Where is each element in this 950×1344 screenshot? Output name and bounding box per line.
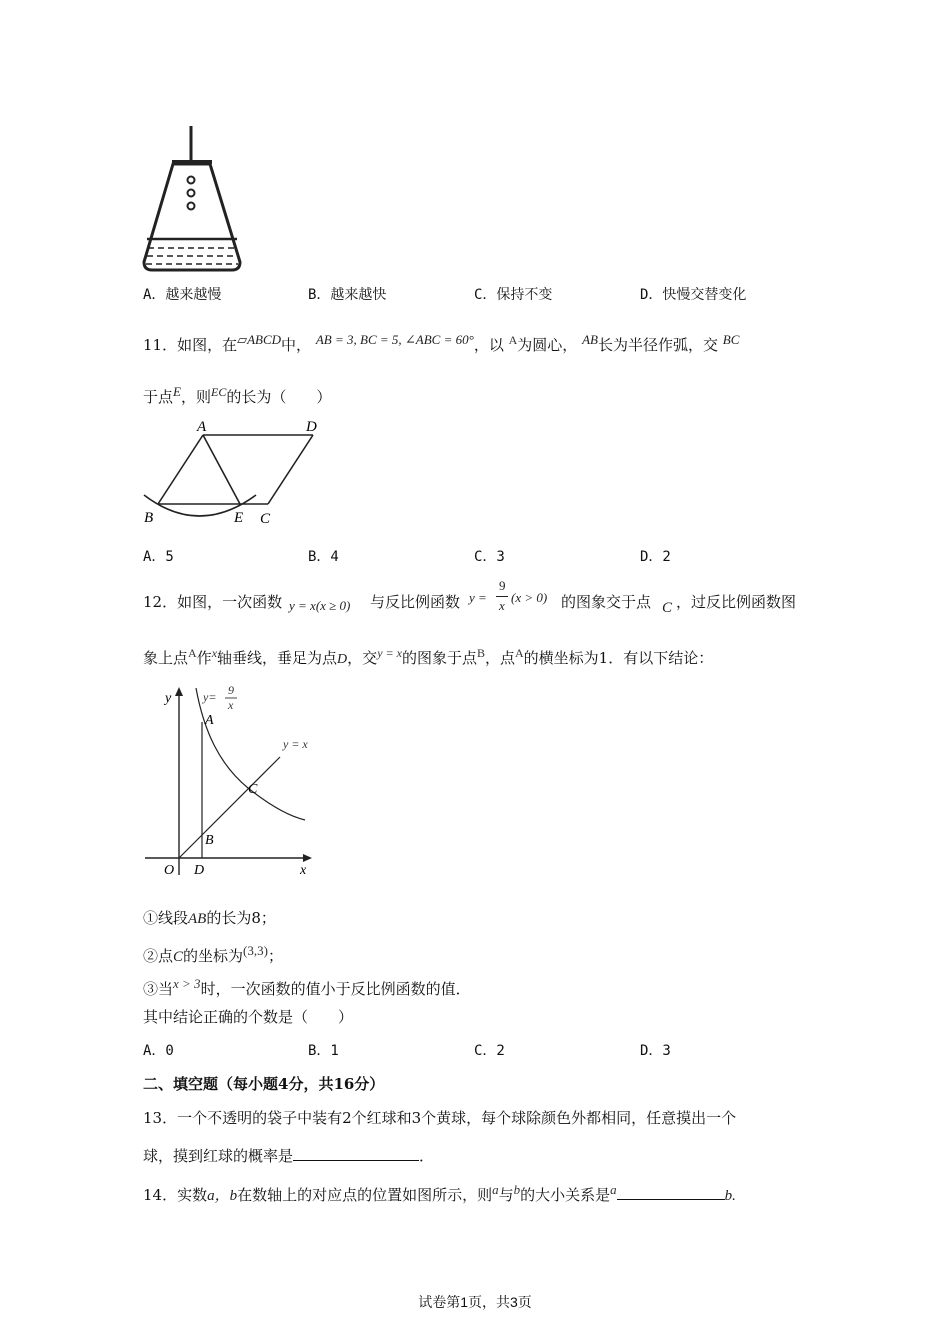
q12-conclusion-3 bbox=[143, 974, 471, 999]
q12-point-d: D bbox=[337, 652, 348, 667]
q11-text: ，以 bbox=[473, 336, 504, 354]
q11-option-a: A．5 bbox=[143, 549, 174, 565]
q13-line2 bbox=[143, 1144, 434, 1166]
q14-vars: a，b bbox=[207, 1188, 238, 1204]
q11-point-e: E bbox=[173, 384, 181, 399]
q14-line bbox=[143, 1180, 736, 1206]
q12-point-a2: A bbox=[514, 646, 524, 660]
q12-text: 的图象于点 bbox=[401, 649, 477, 667]
q12-option-b: B．1 bbox=[308, 1043, 339, 1059]
q14-answer-blank[interactable] bbox=[617, 1183, 725, 1200]
axis-label-x: x bbox=[300, 863, 307, 878]
q12-c2-point: C bbox=[173, 949, 184, 965]
q11-text: 的长为（ ） bbox=[226, 388, 332, 406]
q12-point-a: A bbox=[188, 646, 197, 660]
flask-body bbox=[144, 164, 240, 270]
q11-seg-ec: EC bbox=[210, 385, 227, 399]
label-b: B bbox=[144, 510, 154, 526]
q11-parallelogram: ▱ABCD bbox=[237, 332, 282, 347]
label-a: A bbox=[197, 419, 207, 435]
point-label-b: B bbox=[205, 833, 214, 848]
q11-center: A bbox=[508, 333, 518, 347]
q12-linear-function: y = x(x ≥ 0) bbox=[289, 598, 351, 613]
q11-text: 中， bbox=[281, 336, 312, 354]
q12-line2 bbox=[143, 643, 713, 670]
q12-option-c: C．2 bbox=[474, 1043, 505, 1059]
q11-text: 长为半径作弧，交 bbox=[597, 336, 718, 354]
q14-text: 14．实数 bbox=[143, 1186, 208, 1204]
q12-point-c: C bbox=[662, 600, 673, 616]
curve-inverse bbox=[196, 688, 305, 820]
q12-c2-text: ②点 bbox=[143, 947, 174, 965]
q14-text: 在数轴上的对应点的位置如图所示，则 bbox=[237, 1186, 493, 1204]
q11-option-c: C．3 bbox=[474, 549, 505, 565]
flask-figure bbox=[140, 122, 250, 274]
label-e: E bbox=[234, 510, 244, 526]
q12-c1-seg: AB bbox=[188, 911, 207, 927]
label-c: C bbox=[260, 511, 271, 527]
q12-point-b: B bbox=[476, 646, 485, 660]
y-axis-arrow bbox=[175, 687, 183, 696]
q12-c3-cond: x > 3 bbox=[173, 976, 201, 991]
q12-c2-text: ； bbox=[267, 947, 283, 965]
q11-option-b: B．4 bbox=[308, 549, 339, 565]
q12-axis-x: x bbox=[211, 646, 218, 660]
q11-given: AB = 3, BC = 5, ∠ABC = 60° bbox=[315, 332, 474, 347]
x-axis-arrow bbox=[303, 854, 312, 862]
q11-side: BC bbox=[722, 332, 740, 347]
point-label-a: A bbox=[205, 713, 214, 728]
curve-label-y: y= bbox=[203, 690, 217, 704]
q12-line1-start: 12．如图，一次函数 bbox=[143, 593, 283, 611]
line-y-equals-x bbox=[179, 757, 280, 858]
line-label: y = x bbox=[283, 737, 308, 751]
q14-var-a2: a bbox=[610, 1182, 617, 1197]
q12-question: 其中结论正确的个数是（ ） bbox=[143, 1008, 354, 1026]
q12-text: 轴垂线，垂足为点 bbox=[217, 649, 338, 667]
q12-option-d: D．3 bbox=[640, 1043, 671, 1059]
q11-text: 为圆心， bbox=[517, 336, 578, 354]
q12-c1-text: 的长为8； bbox=[206, 909, 276, 927]
q12-c2-text: 的坐标为 bbox=[183, 947, 244, 965]
q14-end: b. bbox=[724, 1188, 736, 1204]
q12-text: 的横坐标为1．有以下结论： bbox=[523, 649, 714, 667]
page-footer: 试卷第1页，共3页 bbox=[418, 1294, 532, 1310]
q12-text: 作 bbox=[196, 649, 212, 667]
q11-text: 11．如图，在 bbox=[143, 336, 238, 354]
q13-line1: 13．一个不透明的袋子中装有2个红球和3个黄球，每个球除颜色外都相同，任意摸出一个 bbox=[143, 1109, 737, 1127]
q14-var-a: a bbox=[492, 1182, 499, 1197]
q11-text: 于点 bbox=[143, 388, 174, 406]
q12-inverse-cond: (x > 0) bbox=[511, 590, 548, 605]
q12-text: ，交 bbox=[347, 649, 378, 667]
flask-hole-2 bbox=[188, 190, 195, 197]
q12-text: ，点 bbox=[484, 649, 515, 667]
q13-text: 球，摸到红球的概率是 bbox=[143, 1147, 294, 1165]
side-dc bbox=[268, 435, 313, 504]
origin-label: O bbox=[164, 863, 175, 878]
q12-c1-text: ①线段 bbox=[143, 909, 189, 927]
q10-option-d: D．快慢交替变化 bbox=[640, 287, 747, 303]
label-d: D bbox=[306, 419, 317, 435]
section-heading: 二、填空题（每小题4分，共16分） bbox=[143, 1075, 385, 1093]
side-ab bbox=[158, 435, 203, 504]
q12-text: 象上点 bbox=[143, 649, 189, 667]
q10-option-a: A．越来越慢 bbox=[143, 287, 222, 303]
q12-c3-text: 时，一次函数的值小于反比例函数的值． bbox=[200, 980, 471, 998]
q11-radius: AB bbox=[582, 332, 598, 347]
q13-answer-blank[interactable] bbox=[293, 1144, 419, 1161]
point-label-d: D bbox=[194, 863, 205, 878]
q12-conclusion-1 bbox=[143, 908, 276, 929]
q11-option-d: D．2 bbox=[640, 549, 671, 565]
q12-inverse-den: x bbox=[499, 598, 505, 613]
q10-option-c: C．保持不变 bbox=[474, 287, 553, 303]
q12-c2-coord: (3,3) bbox=[243, 943, 268, 958]
axis-label-y: y bbox=[165, 691, 172, 706]
q12-line1-end: ，过反比例函数图 bbox=[676, 593, 797, 611]
function-graph bbox=[140, 680, 330, 880]
q11-text: ，则 bbox=[180, 388, 211, 406]
flask-hole-3 bbox=[188, 203, 195, 210]
q12-line1-after: 的图象交于点 bbox=[561, 593, 652, 611]
q12-c3-text: ③当 bbox=[143, 980, 174, 998]
q14-text: 与 bbox=[498, 1186, 514, 1204]
flask-hole-1 bbox=[188, 177, 195, 184]
q12-line-yx: y = x bbox=[377, 646, 402, 660]
curve-label-den: x bbox=[228, 698, 234, 712]
q12-inverse-fraction-bar bbox=[496, 596, 508, 597]
q12-inverse-num: 9 bbox=[499, 578, 506, 593]
q14-text: 的大小关系是 bbox=[520, 1186, 611, 1204]
q11-line2 bbox=[143, 382, 331, 407]
q10-option-b: B．越来越快 bbox=[308, 287, 387, 303]
q11-line1 bbox=[143, 330, 739, 355]
q14-var-b: b bbox=[513, 1182, 521, 1197]
segment-ae bbox=[203, 435, 240, 504]
curve-label-num: 9 bbox=[228, 683, 234, 697]
q13-text: ． bbox=[419, 1147, 435, 1165]
q12-line1-mid: 与反比例函数 bbox=[370, 593, 461, 611]
q12-inverse-y: y = bbox=[469, 590, 487, 605]
parallelogram-figure bbox=[138, 415, 328, 530]
point-label-c: C bbox=[248, 782, 258, 797]
q12-conclusion-2 bbox=[143, 941, 283, 967]
q12-option-a: A．0 bbox=[143, 1043, 174, 1059]
